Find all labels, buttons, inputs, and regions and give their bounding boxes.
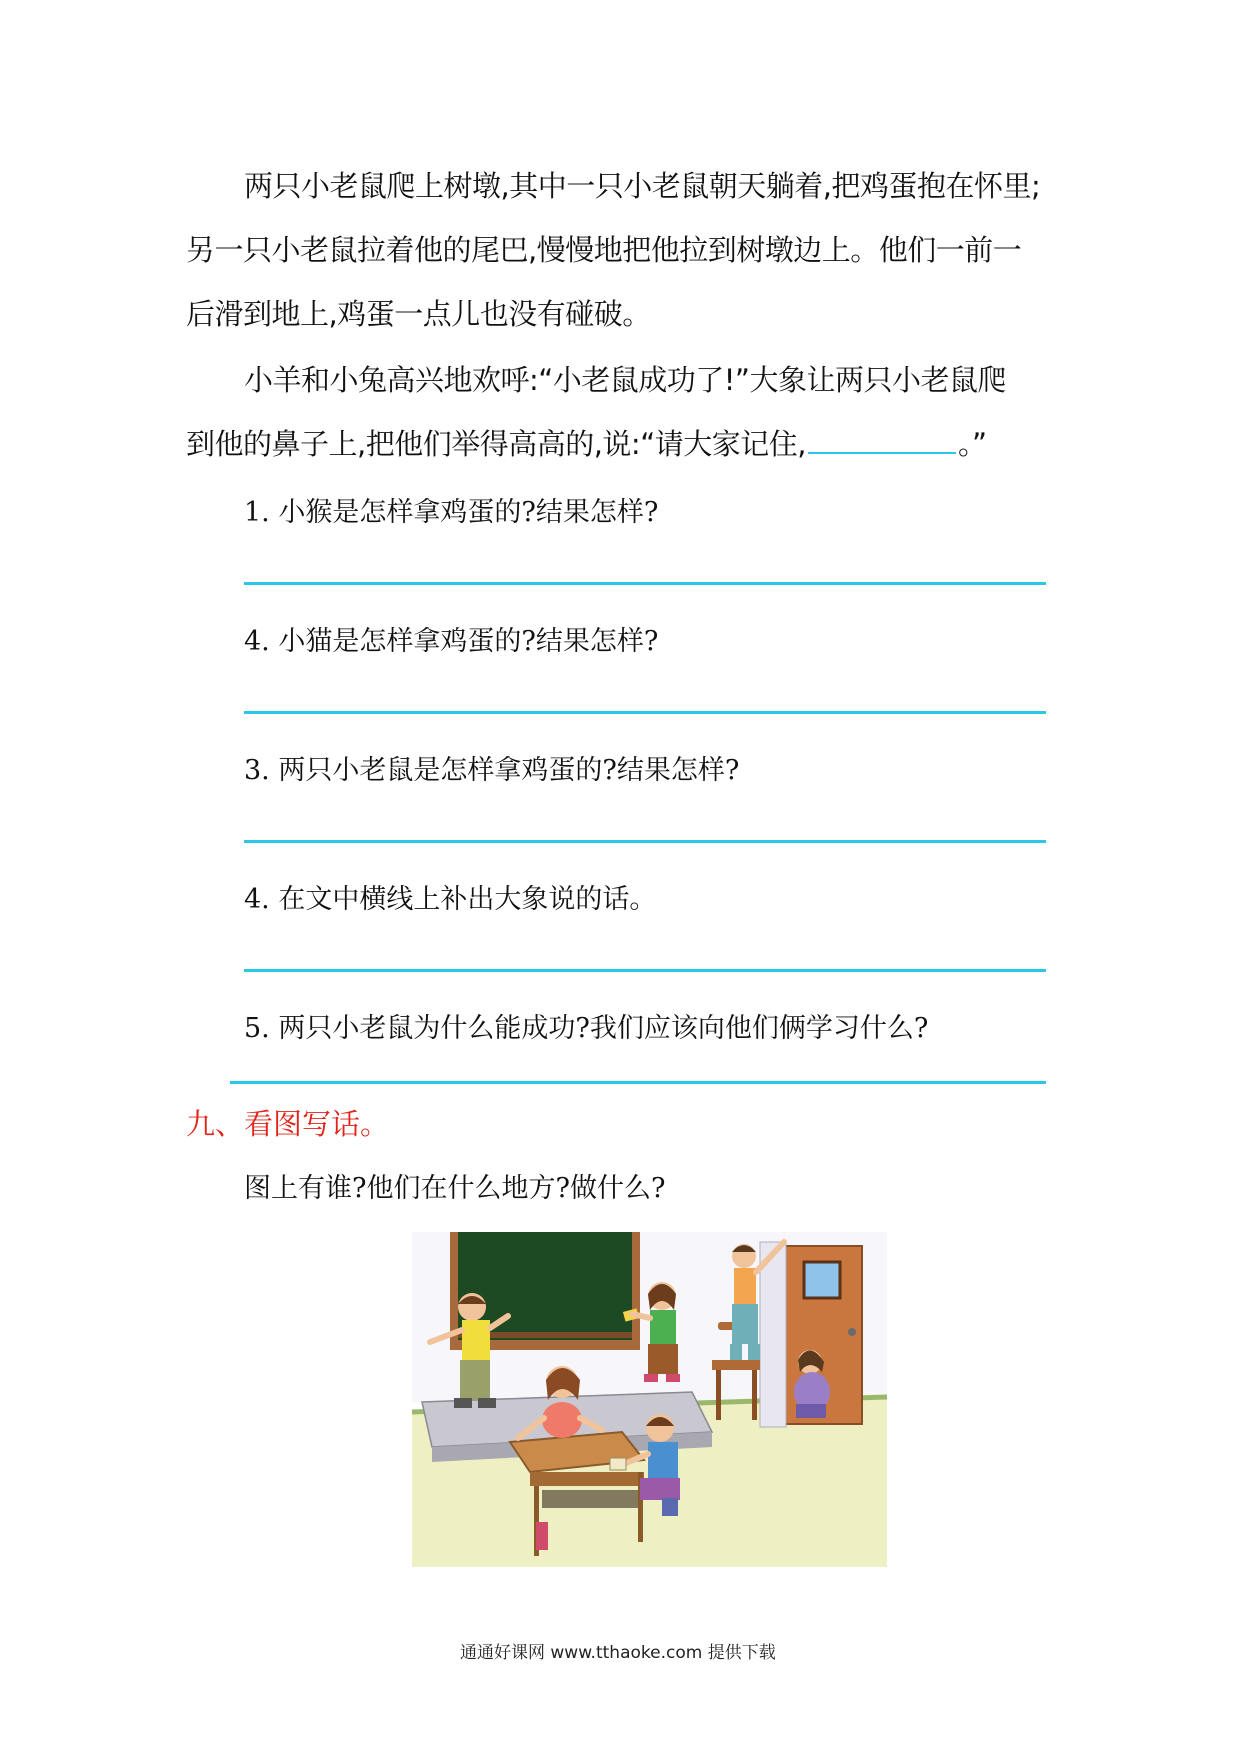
section-9-title: 九、看图写话。: [186, 1107, 390, 1141]
section-9-prompt: 图上有谁?他们在什么地方?做什么?: [244, 1173, 666, 1204]
classroom-illustration: [412, 1232, 887, 1567]
answer-line-3[interactable]: [244, 840, 1046, 843]
fill-in-blank[interactable]: [808, 422, 956, 454]
passage-line-4: 小羊和小兔高兴地欢呼:“小老鼠成功了!”大象让两只小老鼠爬: [244, 363, 1006, 397]
passage-line-3: 后滑到地上,鸡蛋一点儿也没有碰破。: [186, 297, 651, 331]
answer-line-5[interactable]: [230, 1081, 1046, 1084]
passage-line-5-end: 。”: [957, 427, 987, 461]
answer-line-1[interactable]: [244, 582, 1046, 585]
passage-line-1: 两只小老鼠爬上树墩,其中一只小老鼠朝天躺着,把鸡蛋抱在怀里;: [244, 169, 1041, 203]
question-3: 3. 两只小老鼠是怎样拿鸡蛋的?结果怎样?: [244, 755, 740, 786]
passage-line-2: 另一只小老鼠拉着他的尾巴,慢慢地把他拉到树墩边上。他们一前一: [186, 233, 1022, 267]
question-4: 4. 在文中横线上补出大象说的话。: [244, 884, 657, 915]
question-1: 1. 小猴是怎样拿鸡蛋的?结果怎样?: [244, 497, 659, 528]
question-5: 5. 两只小老鼠为什么能成功?我们应该向他们俩学习什么?: [244, 1013, 929, 1044]
footer-credit: 通通好课网 www.tthaoke.com 提供下载: [460, 1643, 776, 1663]
answer-line-2[interactable]: [244, 711, 1046, 714]
question-2: 4. 小猫是怎样拿鸡蛋的?结果怎样?: [244, 626, 659, 657]
answer-line-4[interactable]: [244, 969, 1046, 972]
passage-line-5-text: 到他的鼻子上,把他们举得高高的,说:“请大家记住,: [186, 427, 806, 461]
passage-line-5: [186, 422, 986, 463]
